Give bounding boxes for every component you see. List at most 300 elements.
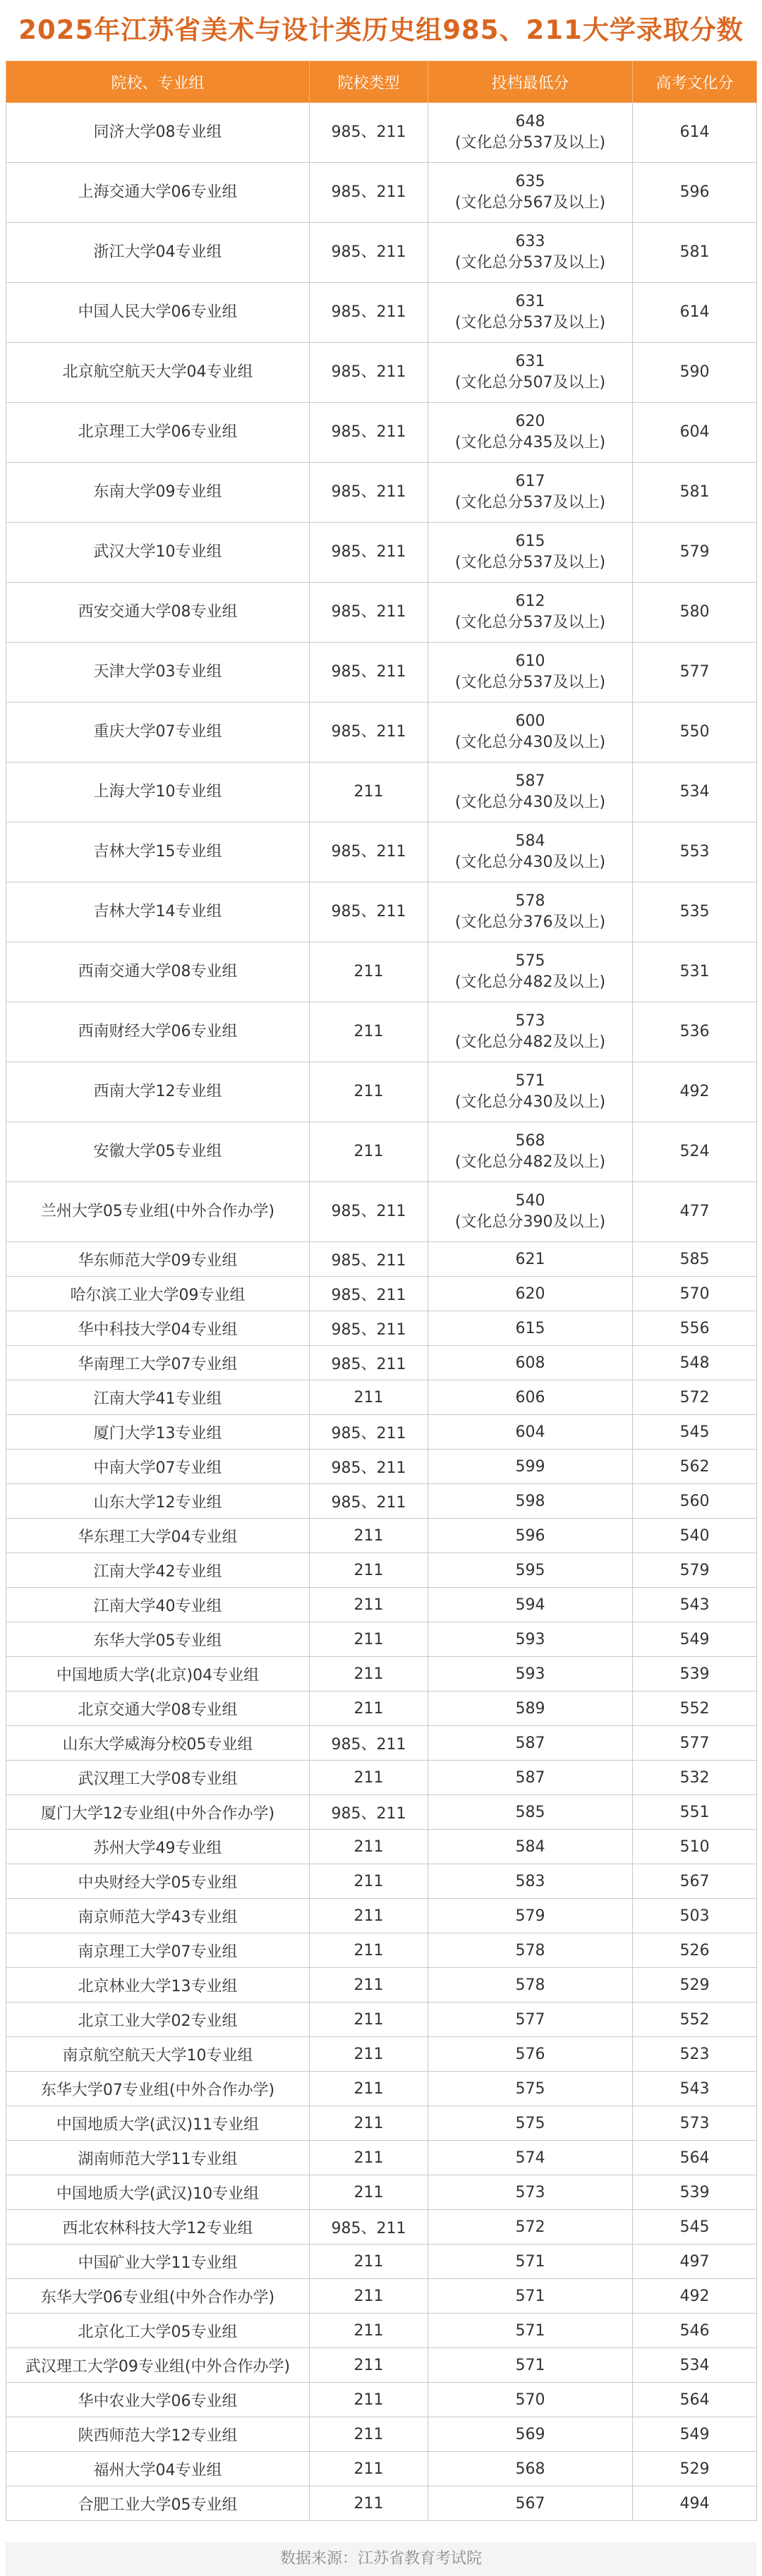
table-row [6,1380,757,1415]
table-row [6,2141,757,2175]
culture-score-cell: 477 [633,1182,757,1242]
min-score-value: 606 [515,1388,545,1407]
min-score-value: 572 [515,2218,545,2236]
min-score-value: 612 [515,593,545,610]
min-score-cell [428,103,633,163]
table-row [6,2244,757,2279]
type-cell: 211 [310,1761,428,1795]
min-score-note: (文化总分537及以上) [454,554,606,571]
culture-score-cell: 560 [633,1484,757,1519]
type-cell: 211 [310,2348,428,2383]
type-cell: 211 [310,1553,428,1588]
culture-score-cell: 553 [633,822,757,882]
min-score-value: 594 [515,1596,545,1614]
culture-score-cell: 581 [633,223,757,283]
school-cell: 华东师范大学09专业组 [6,1242,310,1277]
culture-score-cell: 549 [633,2417,757,2452]
table-row [6,583,757,643]
type-cell: 985、211 [310,523,428,583]
type-cell: 985、211 [310,1277,428,1311]
table-row [6,343,757,403]
min-score-value: 577 [515,2010,545,2029]
school-cell: 上海大学10专业组 [6,763,310,822]
table-body [6,103,757,2521]
type-cell: 211 [310,1519,428,1553]
min-score-value: 593 [515,1630,545,1648]
table-row [6,1450,757,1484]
min-score-cell [428,2175,633,2210]
min-score-cell [428,1864,633,1899]
type-cell: 211 [310,2141,428,2175]
culture-score-cell: 548 [633,1346,757,1380]
min-score-cell [428,1933,633,1968]
table-row [6,1830,757,1864]
min-score-value: 610 [515,652,545,670]
culture-score-cell: 549 [633,1622,757,1657]
min-score-cell [428,1588,633,1622]
type-cell: 211 [310,2003,428,2037]
school-cell: 东华大学06专业组(中外合作办学) [6,2279,310,2314]
culture-score-cell: 614 [633,283,757,343]
school-cell: 南京理工大学07专业组 [6,1933,310,1968]
culture-score-cell: 494 [633,2486,757,2521]
school-cell: 陕西师范大学12专业组 [6,2417,310,2452]
table-row [6,1122,757,1182]
school-cell: 武汉理工大学08专业组 [6,1761,310,1795]
min-score-cell [428,1415,633,1450]
type-cell: 985、211 [310,163,428,223]
table-row [6,2106,757,2141]
table-row [6,2175,757,2210]
school-cell: 华中科技大学04专业组 [6,1311,310,1346]
type-cell: 985、211 [310,1726,428,1761]
type-cell: 211 [310,2486,428,2521]
school-cell: 吉林大学15专业组 [6,822,310,882]
culture-score-cell: 580 [633,583,757,643]
min-score-value: 631 [515,293,545,310]
table-row [6,2452,757,2486]
school-cell: 西南财经大学06专业组 [6,1002,310,1062]
min-score-note: (文化总分435及以上) [454,434,606,451]
culture-score-cell: 492 [633,2279,757,2314]
school-cell: 武汉理工大学09专业组(中外合作办学) [6,2348,310,2383]
type-cell: 985、211 [310,403,428,463]
min-score-cell [428,1553,633,1588]
type-cell: 211 [310,2072,428,2106]
school-cell: 华南理工大学07专业组 [6,1346,310,1380]
min-score-value: 604 [515,1423,545,1441]
school-cell: 厦门大学13专业组 [6,1415,310,1450]
min-score-value: 571 [515,2252,545,2271]
culture-score-cell: 492 [633,1062,757,1122]
type-cell: 211 [310,2244,428,2279]
school-cell: 江南大学41专业组 [6,1380,310,1415]
min-score-value: 571 [515,2356,545,2374]
min-score-cell [428,2141,633,2175]
culture-score-cell: 596 [633,163,757,223]
school-cell: 北京航空航天大学04专业组 [6,343,310,403]
min-score-note: (文化总分537及以上) [454,254,606,272]
type-cell: 985、211 [310,1415,428,1450]
table-row [6,2003,757,2037]
school-cell: 合肥工业大学05专业组 [6,2486,310,2521]
type-cell: 985、211 [310,1795,428,1830]
school-cell: 浙江大学04专业组 [6,223,310,283]
culture-score-cell: 581 [633,463,757,523]
min-score-cell [428,1795,633,1830]
school-cell: 上海交通大学06专业组 [6,163,310,223]
culture-score-cell: 531 [633,942,757,1002]
min-score-value: 571 [515,2287,545,2305]
min-score-value: 584 [515,832,545,850]
min-score-note: (文化总分390及以上) [454,1213,606,1231]
table-row [6,1622,757,1657]
table-row [6,1933,757,1968]
type-cell: 211 [310,1062,428,1122]
min-score-value: 571 [515,1072,545,1090]
min-score-value: 573 [515,2183,545,2201]
min-score-value: 575 [515,2079,545,2098]
school-cell: 重庆大学07专业组 [6,703,310,763]
min-score-value: 574 [515,2149,545,2167]
min-score-value: 633 [515,233,545,250]
culture-score-cell: 579 [633,523,757,583]
type-cell: 211 [310,1864,428,1899]
min-score-note: (文化总分537及以上) [454,314,606,332]
min-score-cell [428,2072,633,2106]
type-cell: 985、211 [310,1242,428,1277]
table-row [6,163,757,223]
culture-score-cell: 567 [633,1864,757,1899]
min-score-value: 631 [515,353,545,370]
min-score-value: 575 [515,952,545,970]
data-source: 数据来源：江苏省教育考试院 [6,2542,756,2576]
table-row [6,2348,757,2383]
min-score-cell [428,2106,633,2141]
school-cell: 山东大学威海分校05专业组 [6,1726,310,1761]
table-row [6,882,757,942]
min-score-note: (文化总分376及以上) [454,913,606,931]
min-score-cell [428,1346,633,1380]
culture-score-cell: 614 [633,103,757,163]
table-row [6,1062,757,1122]
school-cell: 西南大学12专业组 [6,1062,310,1122]
school-cell: 中国地质大学(武汉)10专业组 [6,2175,310,2210]
table-row [6,523,757,583]
min-score-value: 585 [515,1803,545,1821]
culture-score-cell: 510 [633,1830,757,1864]
school-cell: 吉林大学14专业组 [6,882,310,942]
school-cell: 北京理工大学06专业组 [6,403,310,463]
min-score-value: 595 [515,1561,545,1579]
min-score-note: (文化总分482及以上) [454,1153,606,1171]
table-row [6,1519,757,1553]
min-score-value: 615 [515,533,545,550]
table-row [6,2037,757,2072]
min-score-cell [428,1968,633,2003]
culture-score-cell: 539 [633,1657,757,1691]
school-cell: 苏州大学49专业组 [6,1830,310,1864]
min-score-value: 600 [515,712,545,730]
school-cell: 江南大学42专业组 [6,1553,310,1588]
culture-score-cell: 573 [633,2106,757,2141]
school-cell: 南京航空航天大学10专业组 [6,2037,310,2072]
min-score-value: 578 [515,1941,545,1960]
table-row [6,1182,757,1242]
table-row [6,1726,757,1761]
min-score-cell [428,523,633,583]
min-score-value: 620 [515,413,545,430]
min-score-value: 573 [515,1012,545,1030]
header-min-score: 投档最低分 [428,61,633,103]
culture-score-cell: 535 [633,882,757,942]
table-row [6,1899,757,1933]
type-cell: 211 [310,2279,428,2314]
min-score-value: 587 [515,1734,545,1752]
min-score-cell [428,2037,633,2072]
school-cell: 南京师范大学43专业组 [6,1899,310,1933]
culture-score-cell: 540 [633,1519,757,1553]
min-score-note: (文化总分537及以上) [454,614,606,631]
culture-score-cell: 534 [633,763,757,822]
culture-score-cell: 534 [633,2348,757,2383]
type-cell: 211 [310,1968,428,2003]
min-score-value: 578 [515,892,545,910]
min-score-value: 593 [515,1665,545,1683]
min-score-cell [428,2244,633,2279]
type-cell: 985、211 [310,1450,428,1484]
school-cell: 天津大学03专业组 [6,643,310,703]
school-cell: 厦门大学12专业组(中外合作办学) [6,1795,310,1830]
type-cell: 985、211 [310,882,428,942]
type-cell: 985、211 [310,643,428,703]
min-score-cell [428,2348,633,2383]
table-row [6,763,757,822]
min-score-value: 587 [515,772,545,790]
culture-score-cell: 579 [633,1553,757,1588]
table-row [6,1346,757,1380]
min-score-cell [428,2383,633,2417]
table-row [6,2417,757,2452]
min-score-cell [428,1182,633,1242]
table-row [6,1415,757,1450]
type-cell: 985、211 [310,822,428,882]
culture-score-cell: 529 [633,2452,757,2486]
min-score-cell [428,2417,633,2452]
min-score-cell [428,1380,633,1415]
table-row [6,1311,757,1346]
min-score-value: 576 [515,2045,545,2063]
min-score-value: 570 [515,2390,545,2409]
type-cell: 985、211 [310,223,428,283]
min-score-cell [428,403,633,463]
table-row [6,223,757,283]
culture-score-cell: 545 [633,2210,757,2244]
school-cell: 中国地质大学(武汉)11专业组 [6,2106,310,2141]
table-row [6,2210,757,2244]
school-cell: 山东大学12专业组 [6,1484,310,1519]
type-cell: 211 [310,1122,428,1182]
admission-table [6,61,757,2521]
table-row [6,1484,757,1519]
min-score-value: 587 [515,1768,545,1787]
culture-score-cell: 543 [633,1588,757,1622]
table-row [6,103,757,163]
culture-score-cell: 556 [633,1311,757,1346]
min-score-cell [428,2314,633,2348]
culture-score-cell: 585 [633,1242,757,1277]
table-row [6,1277,757,1311]
school-cell: 西南交通大学08专业组 [6,942,310,1002]
header-row [6,61,757,103]
table-row [6,1002,757,1062]
min-score-cell [428,2279,633,2314]
min-score-cell [428,283,633,343]
table-row [6,643,757,703]
min-score-cell [428,1657,633,1691]
type-cell: 211 [310,1933,428,1968]
school-cell: 北京林业大学13专业组 [6,1968,310,2003]
type-cell: 985、211 [310,703,428,763]
school-cell: 中国人民大学06专业组 [6,283,310,343]
type-cell: 211 [310,1657,428,1691]
culture-score-cell: 546 [633,2314,757,2348]
min-score-value: 578 [515,1976,545,1994]
table-row [6,2486,757,2521]
min-score-value: 568 [515,2460,545,2478]
school-cell: 中国地质大学(北京)04专业组 [6,1657,310,1691]
min-score-cell [428,2486,633,2521]
table-row [6,942,757,1002]
min-score-value: 568 [515,1132,545,1150]
page-title: 2025年江苏省美术与设计类历史组985、211大学录取分数 [18,15,744,45]
type-cell: 985、211 [310,463,428,523]
min-score-note: (文化总分482及以上) [454,973,606,991]
type-cell: 985、211 [310,1311,428,1346]
min-score-value: 540 [515,1192,545,1210]
min-score-cell [428,463,633,523]
table-row [6,1242,757,1277]
min-score-cell [428,1726,633,1761]
min-score-note: (文化总分537及以上) [454,674,606,691]
min-score-cell [428,1761,633,1795]
table-row [6,703,757,763]
min-score-note: (文化总分430及以上) [454,853,606,871]
type-cell: 211 [310,763,428,822]
school-cell: 西安交通大学08专业组 [6,583,310,643]
table-row [6,2279,757,2314]
min-score-cell [428,822,633,882]
min-score-value: 567 [515,2494,545,2513]
type-cell: 211 [310,2452,428,2486]
min-score-cell [428,223,633,283]
min-score-cell [428,2452,633,2486]
school-cell: 哈尔滨工业大学09专业组 [6,1277,310,1311]
header-type: 院校类型 [310,61,428,103]
min-score-cell [428,1242,633,1277]
culture-score-cell: 564 [633,2141,757,2175]
table-row [6,1761,757,1795]
min-score-cell [428,882,633,942]
min-score-value: 584 [515,1837,545,1856]
type-cell: 985、211 [310,1182,428,1242]
school-cell: 北京化工大学05专业组 [6,2314,310,2348]
min-score-value: 620 [515,1284,545,1303]
culture-score-cell: 552 [633,1691,757,1726]
min-score-value: 579 [515,1907,545,1925]
school-cell: 北京交通大学08专业组 [6,1691,310,1726]
min-score-cell [428,1899,633,1933]
culture-score-cell: 529 [633,1968,757,2003]
culture-score-cell: 545 [633,1415,757,1450]
min-score-cell [428,1830,633,1864]
min-score-cell [428,1484,633,1519]
culture-score-cell: 562 [633,1450,757,1484]
type-cell: 985、211 [310,343,428,403]
min-score-cell [428,703,633,763]
min-score-cell [428,1122,633,1182]
culture-score-cell: 543 [633,2072,757,2106]
school-cell: 中国矿业大学11专业组 [6,2244,310,2279]
min-score-value: 569 [515,2425,545,2443]
min-score-note: (文化总分537及以上) [454,134,606,152]
culture-score-cell: 550 [633,703,757,763]
min-score-note: (文化总分430及以上) [454,794,606,811]
type-cell: 211 [310,1588,428,1622]
type-cell: 985、211 [310,1484,428,1519]
min-score-cell [428,163,633,223]
min-score-value: 615 [515,1319,545,1337]
min-score-value: 608 [515,1354,545,1372]
type-cell: 211 [310,2037,428,2072]
min-score-cell [428,583,633,643]
type-cell: 211 [310,2314,428,2348]
culture-score-cell: 536 [633,1002,757,1062]
culture-score-cell: 523 [633,2037,757,2072]
table-row [6,822,757,882]
culture-score-cell: 552 [633,2003,757,2037]
type-cell: 211 [310,1380,428,1415]
min-score-cell [428,343,633,403]
culture-score-cell: 526 [633,1933,757,1968]
school-cell: 福州大学04专业组 [6,2452,310,2486]
culture-score-cell: 503 [633,1899,757,1933]
min-score-note: (文化总分430及以上) [454,734,606,751]
school-cell: 中南大学07专业组 [6,1450,310,1484]
table-row [6,1657,757,1691]
type-cell: 211 [310,1830,428,1864]
header-school: 院校、专业组 [6,61,310,103]
type-cell: 211 [310,2106,428,2141]
min-score-cell [428,1277,633,1311]
culture-score-cell: 551 [633,1795,757,1830]
min-score-cell [428,1311,633,1346]
table-row [6,2383,757,2417]
school-cell: 华东理工大学04专业组 [6,1519,310,1553]
culture-score-cell: 497 [633,2244,757,2279]
type-cell: 211 [310,2383,428,2417]
culture-score-cell: 604 [633,403,757,463]
min-score-cell [428,2210,633,2244]
culture-score-cell: 577 [633,1726,757,1761]
min-score-value: 598 [515,1492,545,1510]
school-cell: 湖南师范大学11专业组 [6,2141,310,2175]
table-row [6,1553,757,1588]
table-row [6,403,757,463]
culture-score-cell: 524 [633,1122,757,1182]
culture-score-cell: 564 [633,2383,757,2417]
min-score-cell [428,763,633,822]
